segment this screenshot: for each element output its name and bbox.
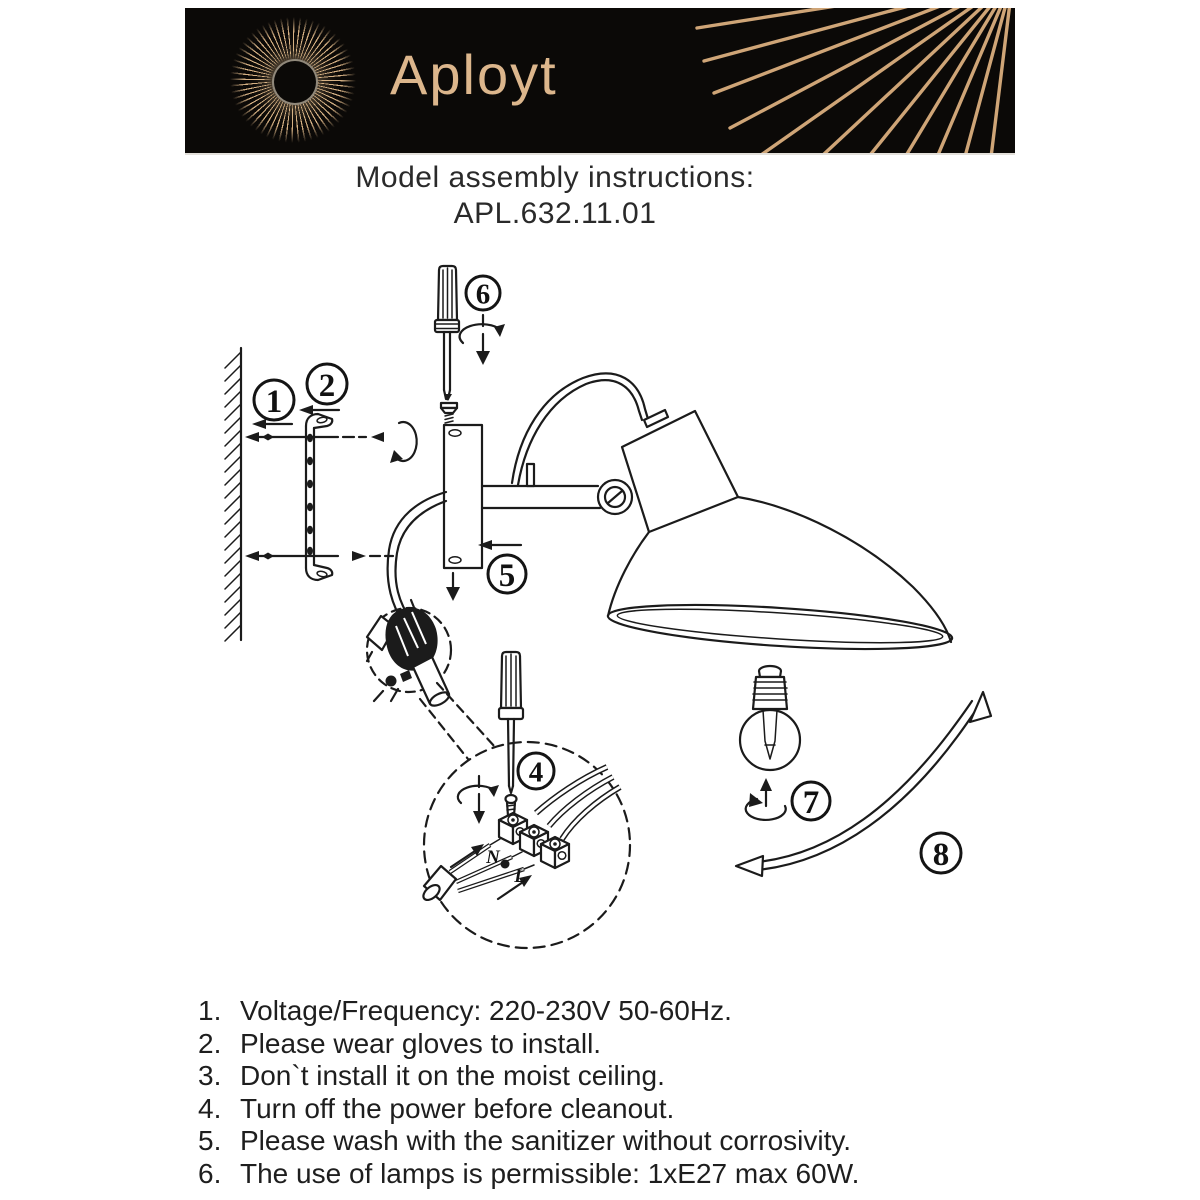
instruction-number: 1.: [198, 995, 222, 1026]
pivot-screw: [598, 480, 632, 514]
rotate-icon-bulb: [746, 778, 786, 820]
screwdriver-top: [435, 266, 459, 399]
rotate-icon-bracket: [390, 422, 417, 463]
step-8-label: 8: [932, 836, 950, 873]
instruction-text: The use of lamps is permissible: 1xE27 max 60W.: [240, 1157, 860, 1189]
step-marker-6: [466, 276, 500, 310]
supply-cable: [388, 492, 446, 624]
instruction-number: 4.: [198, 1092, 222, 1124]
rotate-icon-terminal: [458, 776, 499, 824]
step-6-label: 6: [475, 278, 491, 311]
step-marker-7: [792, 782, 830, 821]
step-7-label: 7: [802, 784, 820, 821]
instruction-text: Please wear gloves to install.: [240, 1027, 602, 1059]
instruction-number: 3.: [198, 1060, 222, 1091]
step-marker-4: [518, 753, 554, 789]
plate-arrow: [478, 540, 521, 550]
instruction-text: Voltage/Frequency: 220-230V 50-60Hz.: [240, 995, 732, 1026]
instruction-text: Please wash with the sanitizer without corrosivity.: [240, 1125, 852, 1156]
instruction-item: [198, 1029, 1028, 1058]
model-number: APL.632.11.01: [453, 197, 657, 230]
stripped-wires: [421, 839, 534, 903]
instruction-number: 6.: [198, 1157, 222, 1189]
step-marker-8: [921, 833, 961, 873]
step-4-label: 4: [528, 756, 544, 789]
instruction-item: [198, 996, 1028, 1025]
instruction-text: Turn off the power before cleanout.: [240, 1092, 675, 1124]
lamp-holder: [622, 410, 738, 532]
wall: [225, 348, 241, 641]
mounting-arrows: [245, 405, 393, 561]
instruction-item: [198, 1159, 1028, 1188]
step-marker-1: [254, 380, 294, 420]
instruction-number: 5.: [198, 1125, 222, 1156]
wall-plate: [444, 425, 482, 601]
mounting-screw-top: [441, 394, 457, 423]
title-line-1: Model assembly instructions:: [355, 161, 755, 194]
brand-name: Aployt: [390, 43, 558, 106]
neutral-wire-label: N: [486, 847, 500, 868]
live-wire-label: L: [514, 866, 526, 887]
light-bulb: [740, 666, 800, 770]
step-5-label: 5: [498, 557, 516, 594]
instructions-list: [198, 996, 1028, 1191]
instruction-number: 2.: [198, 1027, 222, 1059]
instruction-item: [198, 1061, 1028, 1090]
step-marker-2: [307, 364, 347, 404]
step-2-label: 2: [318, 367, 336, 404]
connector-assembly: [367, 600, 495, 759]
instruction-item: [198, 1126, 1028, 1155]
step-1-label: 1: [265, 383, 283, 420]
lamp-arm: [482, 464, 600, 508]
rotate-icon-screwdriver: [460, 315, 505, 365]
instruction-text: Don`t install it on the moist ceiling.: [240, 1060, 665, 1091]
step-marker-5: [488, 555, 526, 594]
instruction-item: [198, 1094, 1028, 1123]
